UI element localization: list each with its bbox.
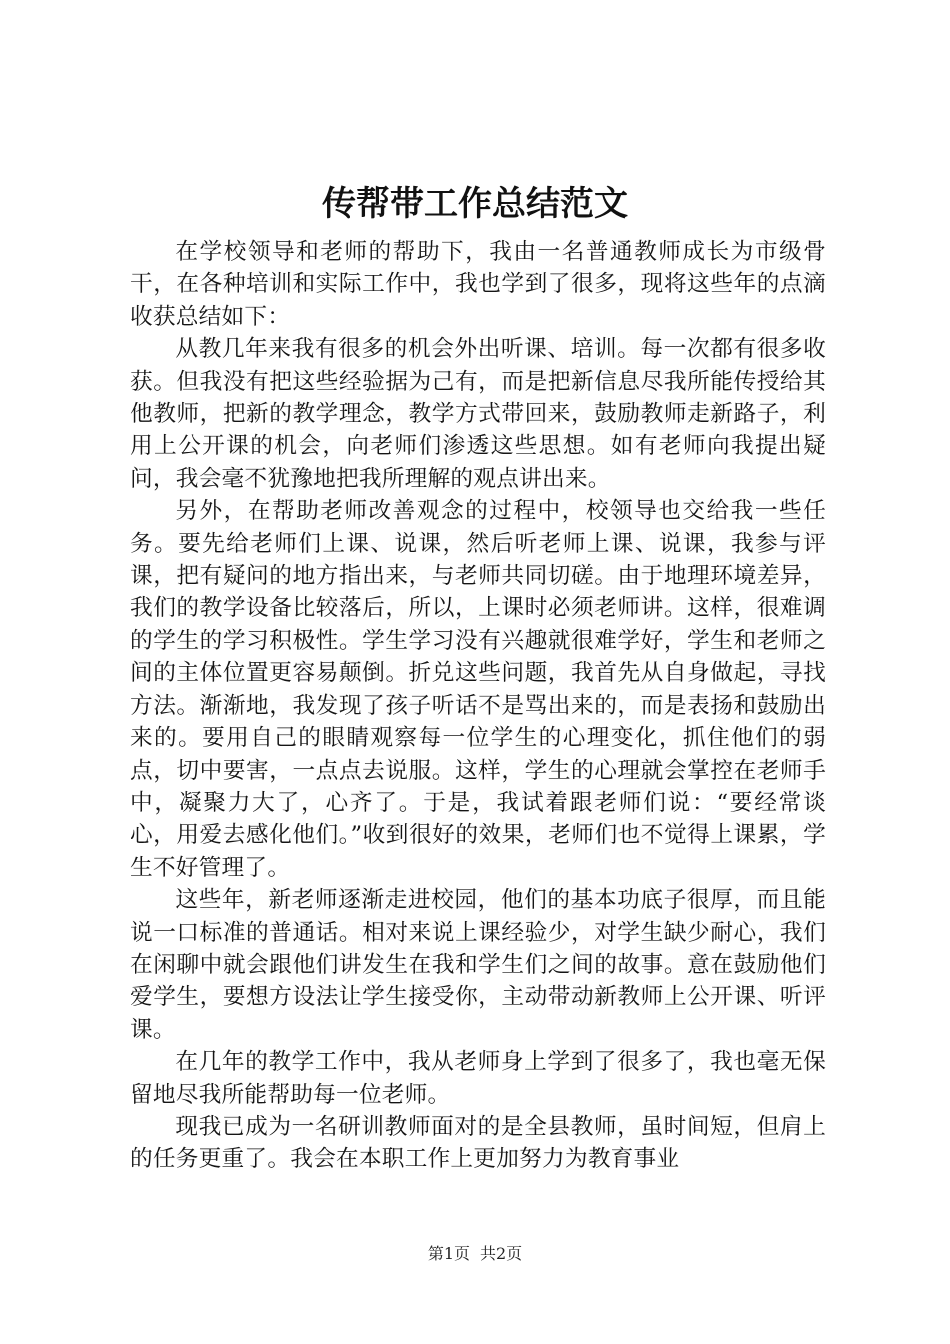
paragraph-tasks: 另外，在帮助老师改善观念的过程中，校领导也交给我一些任务。要先给老师们上课、说课，然后听老师上课、说课，我参与评课，把有疑问的地方指出来，与老师共同切磋。由于地理环境差异，我们的教学设备比较落后，所以，上课时必须老师讲。这样，很难调的学生的学习积极性。学生学习没有兴趣就很难学好，学生和老师之间的主体位置更容易颠倒。折兑这些问题，我首先从自身做起，寻找方法。渐渐地，我发现了孩子听话不是骂出来的，而是表扬和鼓励出来的。要用自己的眼睛观察每一位学生的心理变化，抓住他们的弱点，切中要害，一点点去说服。这样，学生的心理就会掌控在老师手中，凝聚力大了，心齐了。于是，我试着跟老师们说：“要经常谈心，用爱去感化他们。”收到很好的效果，老师们也不觉得上课累，学生不好管理了。 [130, 498, 826, 881]
paragraph-current-role: 现我已成为一名研训教师面对的是全县教师，虽时间短，但肩上的任务更重了。我会在本职工作上更加努力为教育事业 [130, 1113, 826, 1173]
paragraph-learning: 在几年的教学工作中，我从老师身上学到了很多了，我也毫无保留地尽我所能帮助每一位老师。 [130, 1049, 826, 1108]
page-number: 第1页 [427, 1244, 470, 1263]
page-total: 共2页 [480, 1244, 523, 1263]
document-title: 传帮带工作总结范文 [322, 184, 628, 224]
paragraph-intro: 在学校领导和老师的帮助下，我由一名普通教师成长为市级骨干，在各种培训和实际工作中，我也学到了很多，现将这些年的点滴收获总结如下： [130, 239, 826, 330]
paragraph-training: 从教几年来我有很多的机会外出听课、培训。每一次都有很多收获。但我没有把这些经验据为己有，而是把新信息尽我所能传授给其他教师，把新的教学理念，教学方式带回来，鼓励教师走新路子，利用上公开课的机会，向老师们渗透这些思想。如有老师向我提出疑问，我会毫不犹豫地把我所理解的观点讲出来。 [130, 336, 826, 492]
page-footer [0, 1244, 950, 1264]
document-body [130, 236, 826, 1176]
paragraph-new-teachers: 这些年，新老师逐渐走进校园，他们的基本功底子很厚，而且能说一口标准的普通话。相对来说上课经验少，对学生缺少耐心，我们在闲聊中就会跟他们讲发生在我和学生们之间的故事。意在鼓励他们爱学生，要想方设法让学生接受你，主动带动新教师上公开课、听评课。 [130, 887, 826, 1043]
